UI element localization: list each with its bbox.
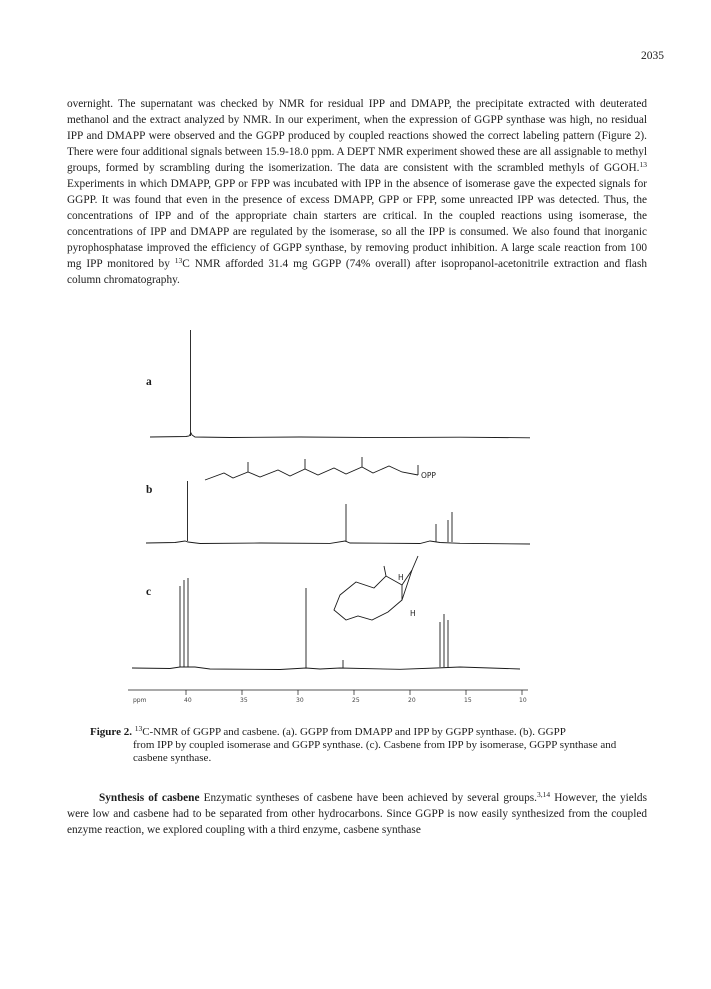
ggpp-chain <box>205 466 418 480</box>
tick-label: 15 <box>464 697 472 704</box>
tick-label: 20 <box>408 697 416 704</box>
page-number: 2035 <box>641 50 664 62</box>
opp-label: OPP <box>421 471 436 480</box>
tick-label: 10 <box>519 697 527 704</box>
citation-ref: 3,14 <box>536 790 551 799</box>
section-heading: Synthesis of casbene <box>99 792 200 804</box>
spectrum-a-baseline <box>150 433 530 438</box>
panel-label-c: c <box>146 586 152 598</box>
axis-unit: ppm <box>133 697 147 704</box>
spectrum-b-baseline <box>146 541 530 544</box>
h-label-2: H <box>410 609 416 618</box>
tick-label: 40 <box>184 697 192 704</box>
tick-label: 35 <box>240 697 248 704</box>
tick-label: 25 <box>352 697 360 704</box>
isotope-superscript: 13 <box>174 256 183 265</box>
casbene-ring <box>334 576 402 620</box>
panel-label-b: b <box>146 484 153 496</box>
spectrum-c-baseline <box>132 667 520 670</box>
body-paragraph-top: overnight. The supernatant was checked by NMR for residual IPP and DMAPP, the precipitate extracted with deuterated methanol and the extract analyzed by NMR. In our experiment, when the expression of GGPP synthase was high, no residual IPP and DMAPP were observed and the GGPP produced by coupled reactions showed the correct labeling pattern (Figure 2). There were four additional signals between 15.9-18.0 ppm. A DEPT NMR experiment showed these are all assignable to methyl groups, formed by scrambling during the isomerization. The data are consistent with the scrambled methyls of GGOH.$^{13}$ Experiments in which DMAPP, GPP or FPP was incubated with IPP in the absence of isomerase gave the expected signals for GGPP. It was found that even in the presence of excess DMAPP, GPP or FPP, some unreacted IPP was detected. Thus, the concentrations of IPP and of the appropriate chain starters are critical. In the coupled reactions using isomerase, the concentrations of IPP and DMAPP are regulated by the isomerase, so all the IPP is consumed. We also found that inorganic pyrophosphatase improved the efficiency of GGPP synthase, by removing product inhibition. A large scale reaction from 100 mg IPP monitored by $^{13}$C NMR afforded 31.4 mg GGPP (74% overall) after isopropanol-acetonitrile extraction and flash column chromatography. <box>67 98 647 286</box>
caption-label: Figure 2. <box>90 726 132 738</box>
figure-caption: Figure 2. $^{13}$C-NMR of GGPP and casbene. (a). GGPP from DMAPP and IPP by GGPP synthase. (b). GGPP from IPP by coupled isomerase and GGPP synthase. (c). Casbene from IPP by isomerase, GGPP synthase and casbene synthase. <box>90 724 617 764</box>
citation-ref: 13 <box>639 160 647 169</box>
isotope-superscript: 13 <box>134 724 143 733</box>
body-paragraph-bottom: Synthesis of casbene Enzymatic syntheses of casbene have been achieved by several groups.$^{3,14}$ However, the yields were low and casbene had to be separated from other hydrocarbons. Since GGPP is now easily synthesized from the coupled enzyme reaction, we explored coupling with a third enzyme, casbene synthase <box>67 790 647 836</box>
h-label-1: H <box>398 573 404 582</box>
panel-label-a: a <box>146 376 152 388</box>
tick-label: 30 <box>296 697 304 704</box>
